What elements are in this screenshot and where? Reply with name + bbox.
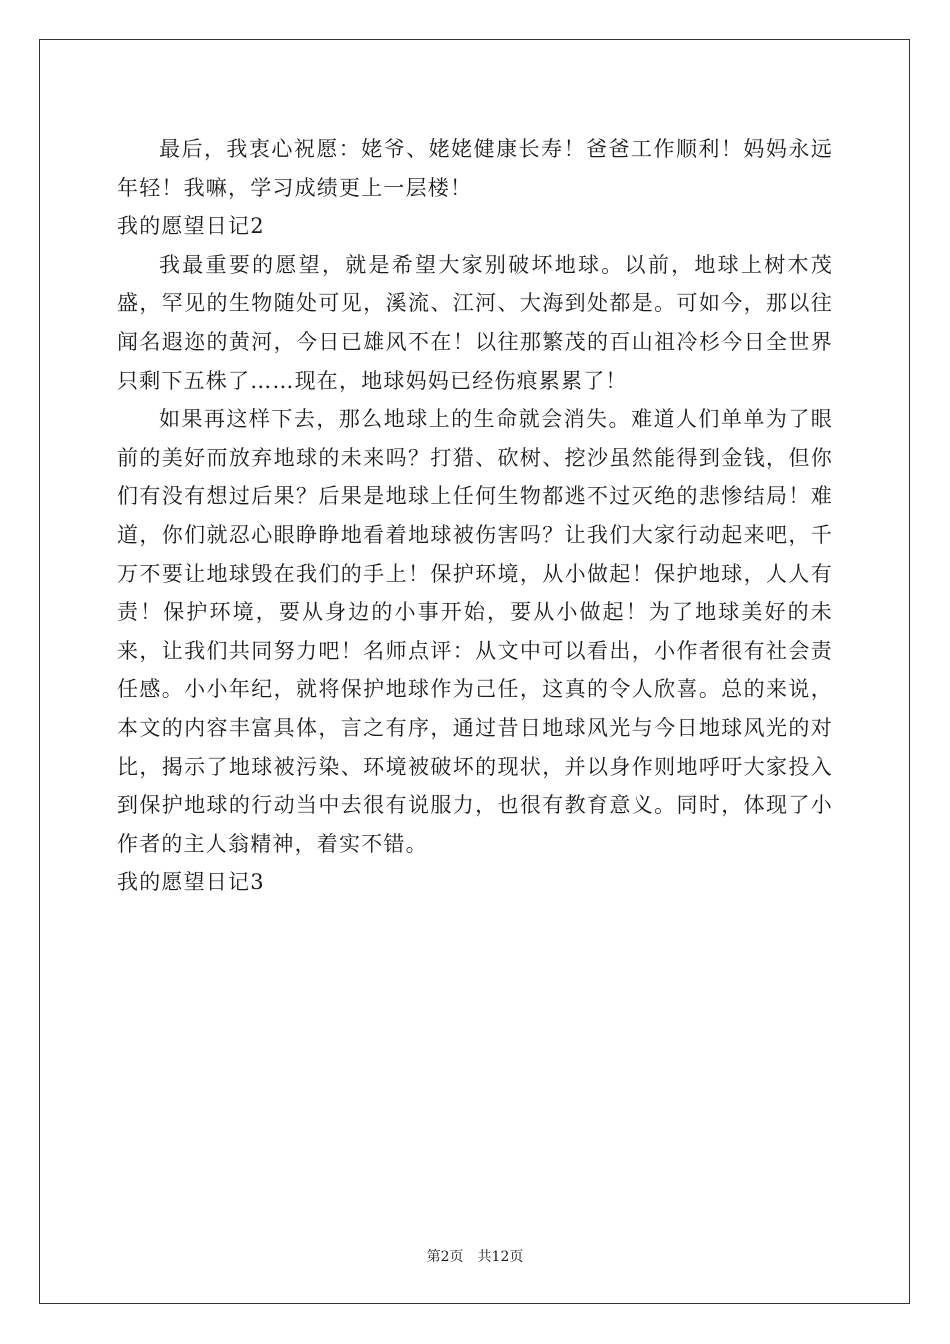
page-footer [0, 1248, 950, 1266]
heading-diary-3: 我的愿望日记3 [117, 870, 265, 895]
paragraph-closing-wishes: 最后，我衷心祝愿：姥爷、姥姥健康长寿！爸爸工作顺利！妈妈永远年轻！我嘛，学习成绩更上一层楼！ [117, 137, 833, 200]
heading-diary-2: 我的愿望日记2 [117, 214, 265, 239]
page-number-current: 第2页 [426, 1249, 464, 1265]
paragraph-earth-wish: 我最重要的愿望，就是希望大家别破坏地球。以前，地球上树木茂盛，罕见的生物随处可见，溪流、江河、大海到处都是。可如今，那以往闻名遐迩的黄河，今日已雄风不在！以往那繁茂的百山祖冷杉今日全世界只剩下五株了……现在，地球妈妈已经伤痕累累了！ [117, 252, 833, 393]
document-body [117, 130, 833, 902]
page-number-total: 共12页 [477, 1249, 524, 1265]
paragraph-earth-appeal: 如果再这样下去，那么地球上的生命就会消失。难道人们单单为了眼前的美好而放弃地球的未来吗？打猎、砍树、挖沙虽然能得到金钱，但你们有没有想过后果？后果是地球上任何生物都逃不过灭绝的悲惨结局！难道，你们就忍心眼睁睁地看着地球被伤害吗？让我们大家行动起来吧，千万不要让地球毁在我们的手上！保护环境，从小做起！保护地球，人人有责！保护环境，要从身边的小事开始，要从小做起！为了地球美好的未来，让我们共同努力吧！名师点评：从文中可以看出，小作者很有社会责任感。小小年纪，就将保护地球作为己任，这真的令人欣喜。总的来说，本文的内容丰富具体，言之有序，通过昔日地球风光与今日地球风光的对比，揭示了地球被污染、环境被破坏的现状，并以身作则地呼吁大家投入到保护地球的行动当中去很有说服力，也很有教育意义。同时，体现了小作者的主人翁精神，着实不错。 [117, 407, 833, 856]
